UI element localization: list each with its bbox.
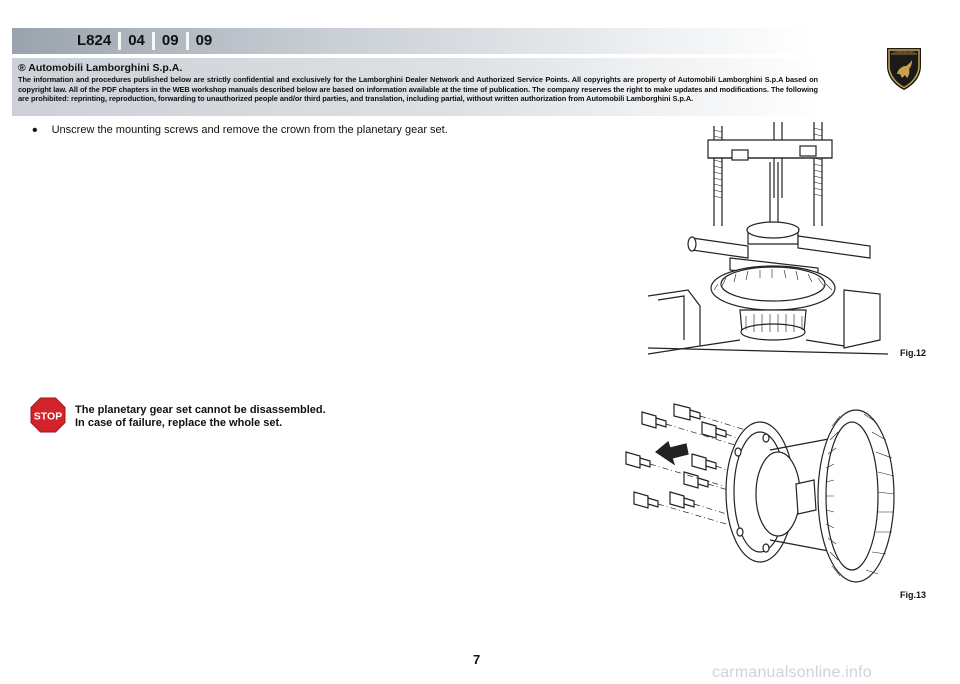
page-number: 7 xyxy=(473,652,481,667)
stop-sign-icon xyxy=(30,397,66,433)
warning-line-1: The planetary gear set cannot be disassembled. xyxy=(75,404,326,416)
notice-text: The information and procedures published below are strictly confidential and exclusively for the Lamborghini Dealer Network and Authorized Service Points. All copyrights are property of Automobili Lamborghini S.p.A based on copyright law. All of the PDF chapters in the WEB workshop manuals described below are based on information available at the time of publication. The company reserves the right to make updates and modifications. The following are prohibited: reprinting, reproduction, forwarding to unauthorized people and/or third parties, and translation, including partial, without written authorization from Automobili Lamborghini S.p.A. xyxy=(18,75,818,104)
figure-12-label: Fig.12 xyxy=(900,348,927,358)
document-code-bar xyxy=(12,28,812,54)
figure-13-label: Fig.13 xyxy=(900,590,927,600)
bullet-icon: • xyxy=(32,121,38,139)
notice-title: ® Automobili Lamborghini S.p.A. xyxy=(18,62,183,74)
warning-line-2: In case of failure, replace the whole set. xyxy=(75,417,283,429)
procedure-step xyxy=(32,121,448,139)
code-separator xyxy=(186,32,189,50)
lamborghini-logo-icon xyxy=(884,44,924,92)
site-watermark: carmanualsonline.info xyxy=(712,664,872,681)
stop-sign-text: STOP xyxy=(33,410,63,423)
code-model: L824 xyxy=(77,32,112,49)
copyright-notice xyxy=(12,58,824,116)
warning-text xyxy=(75,404,326,430)
code-subgroup: 09 xyxy=(161,32,179,49)
code-separator xyxy=(118,32,121,50)
figure-12-puller-illustration xyxy=(648,118,888,364)
code-group: 04 xyxy=(128,32,145,49)
code-separator xyxy=(152,32,155,50)
logo-brand-text: LAMBORGHINI xyxy=(893,50,915,55)
code-section: 09 xyxy=(195,32,213,49)
figure-13-crown-removal-illustration xyxy=(620,392,910,608)
procedure-step-text: Unscrew the mounting screws and remove the crown from the planetary gear set. xyxy=(51,124,448,136)
